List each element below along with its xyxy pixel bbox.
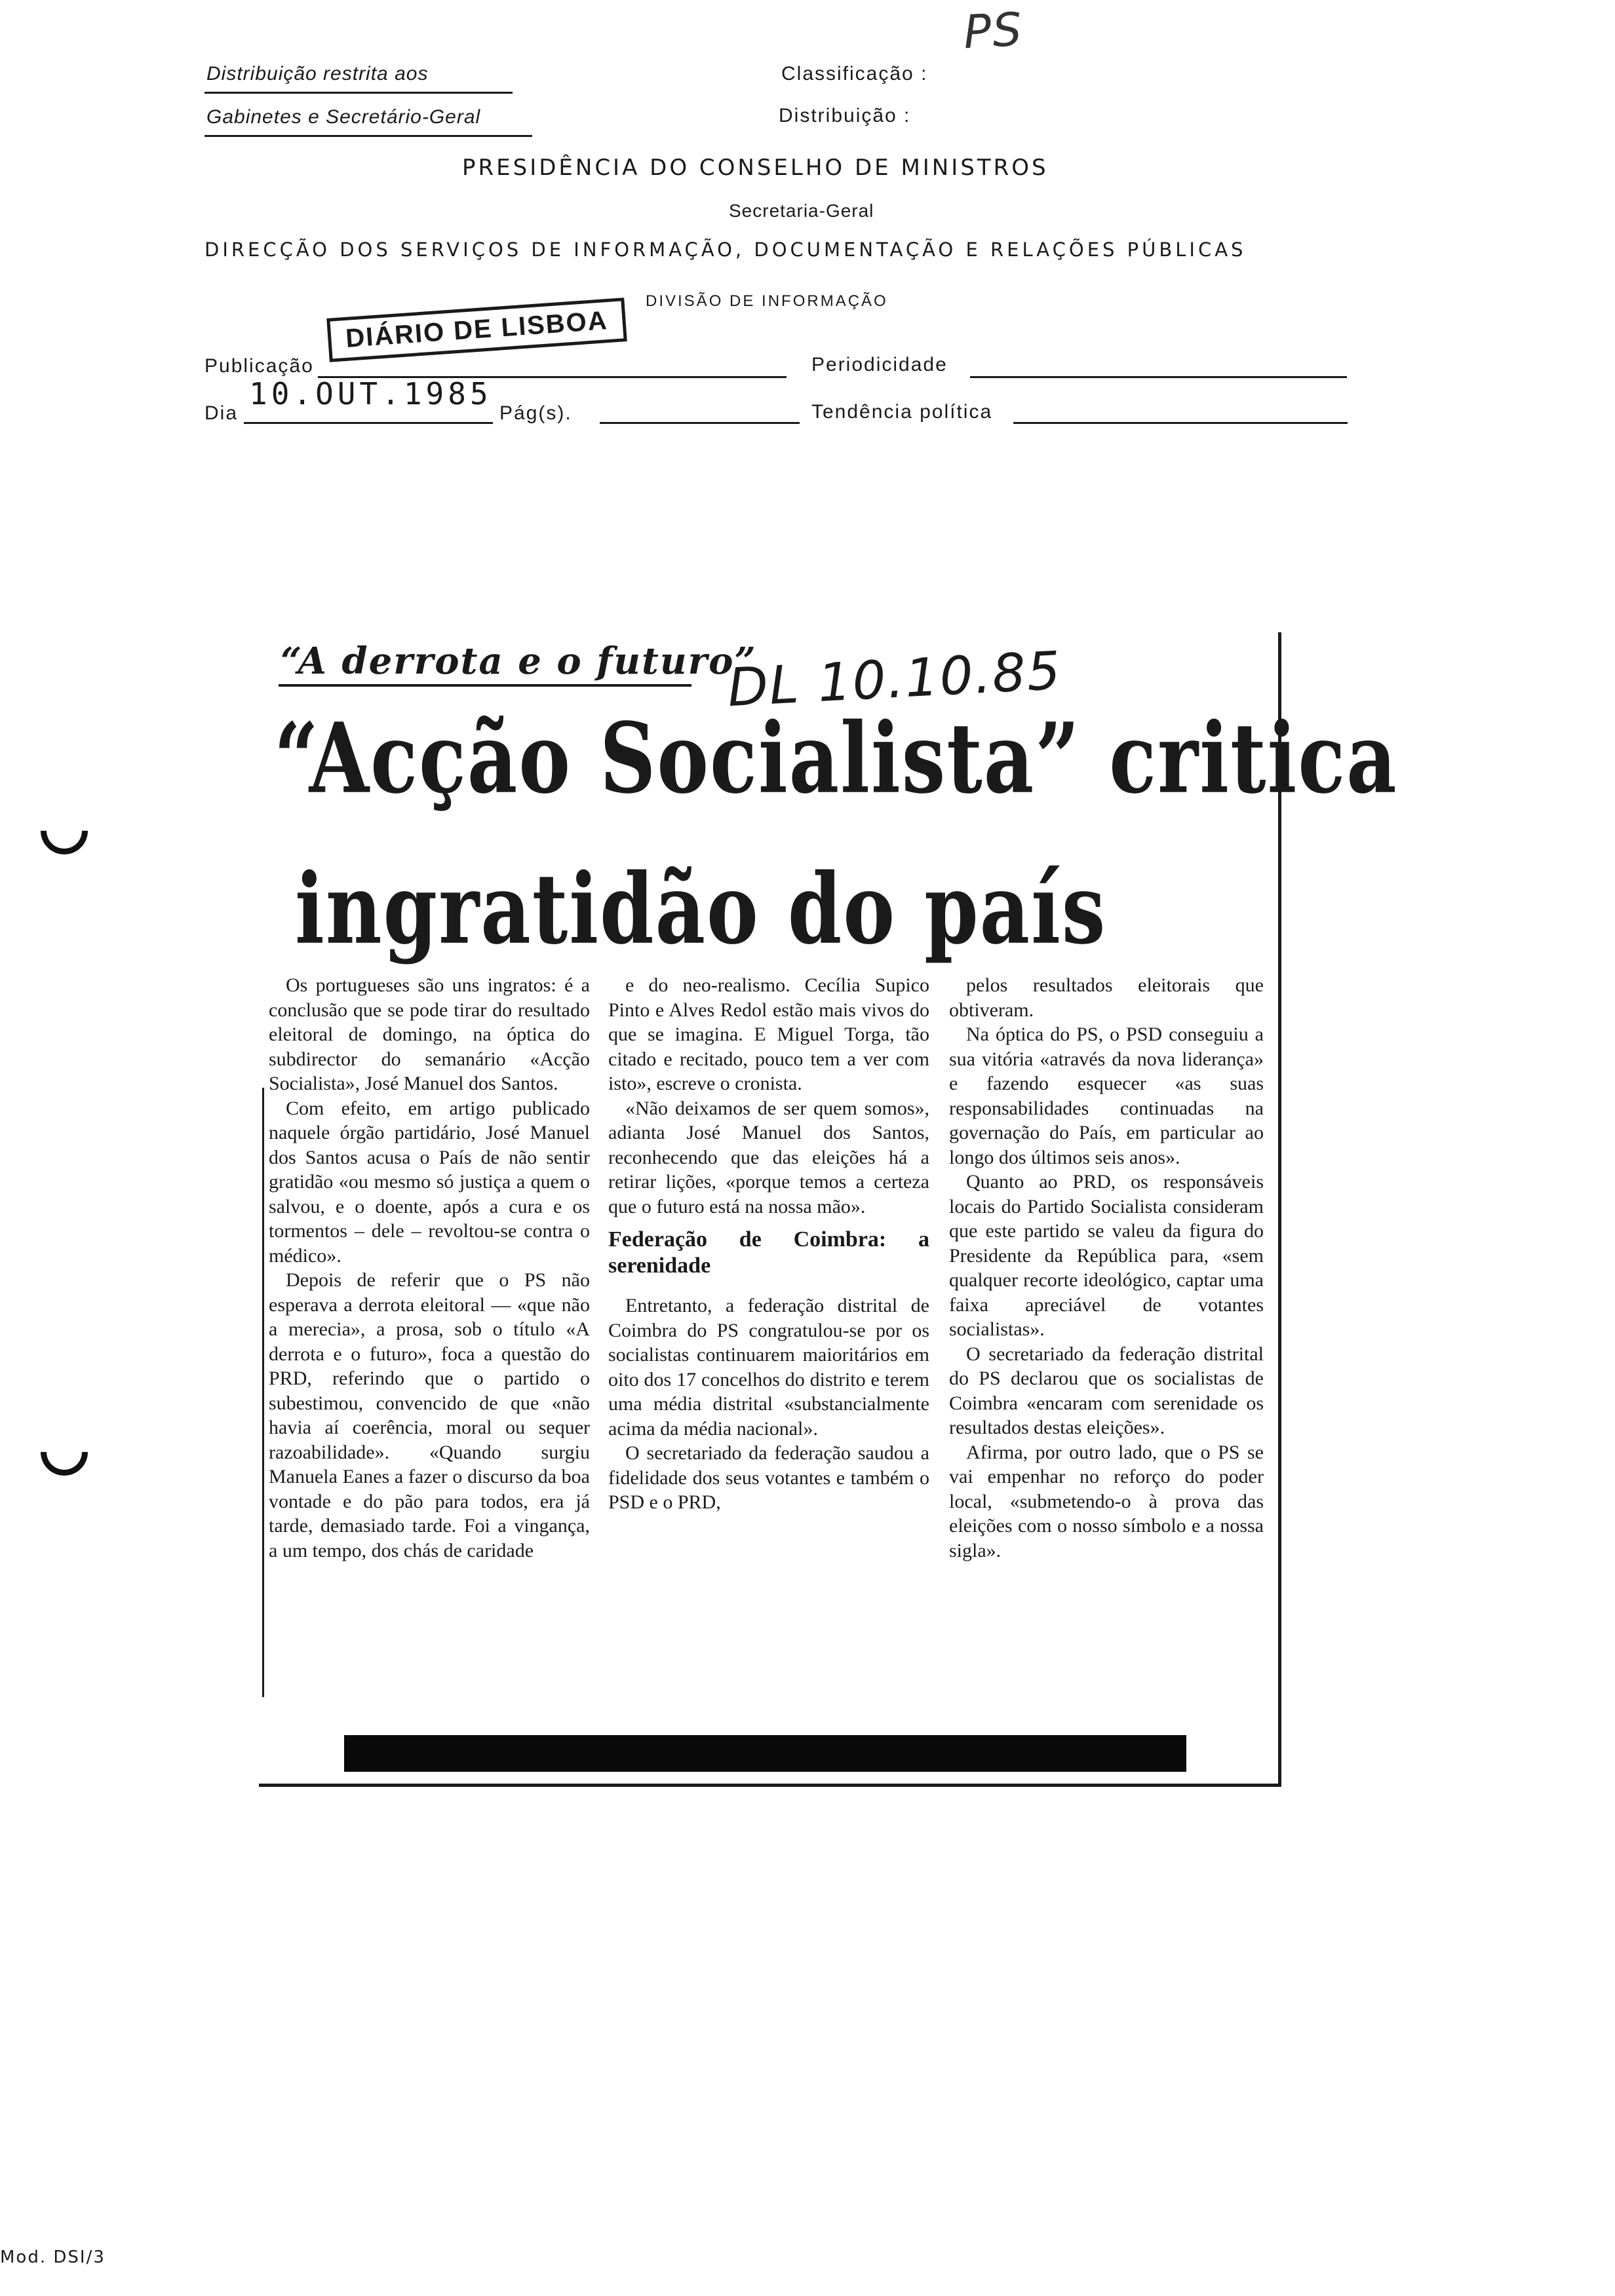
- col2-paragraph: O secretariado da federação saudou a fidelidade dos seus votantes e também o PSD e o PRD,: [608, 1442, 929, 1513]
- tendencia-line: [1013, 422, 1348, 424]
- handwritten-date-note: DL 10.10.85: [726, 640, 1063, 719]
- presidency-title: PRESIDÊNCIA DO CONSELHO DE MINISTROS: [462, 155, 1049, 181]
- col2-subhead: Federação de Coimbra: a serenidade: [608, 1227, 929, 1278]
- col1-paragraph: Os portugueses são uns ingratos: é a conclusão que se pode tirar do resultado eleitoral de domingo, na óptica do subdirector do semanário «Acção Socialista», José Manuel dos Santos.: [269, 974, 590, 1094]
- article-kicker: “A derrota e o futuro”: [281, 640, 757, 683]
- hole-punch-mark-bottom: [31, 1419, 98, 1485]
- article-column-2: [608, 973, 929, 1515]
- division-title: DIVISÃO DE INFORMAÇÃO: [646, 292, 888, 310]
- headline-line-1: “Acção Socialista” critica: [274, 701, 1398, 815]
- tendencia-label: Tendência política: [811, 401, 993, 423]
- classificacao-label: Classificação :: [781, 63, 928, 85]
- publicacao-label: Publicação: [204, 355, 314, 377]
- col3-paragraph: Na óptica do PS, o PSD conseguiu a sua vitória «através da nova liderança» e fazendo esquecer «as suas responsabilidades continuadas na governação do País, em particular ao longo dos últimos seis anos».: [949, 1024, 1264, 1168]
- article-column-3: [949, 973, 1264, 1563]
- col2-paragraph: e do neo-realismo. Cecília Supico Pinto e Alves Redol estão mais vivos do que se imagina. E Miguel Torga, tão citado e recitado, pouco tem a ver com isto», escreve o cronista.: [608, 974, 929, 1094]
- periodicidade-label: Periodicidade: [811, 354, 948, 375]
- date-stamp: 10.OUT.1985: [249, 376, 492, 411]
- dia-label: Dia: [204, 402, 239, 424]
- headline-line-2: ingratidão do país: [295, 852, 1107, 966]
- redaction-bar: [344, 1735, 1186, 1772]
- kicker-underline: [279, 684, 691, 687]
- restricted-underline-1: [204, 92, 513, 94]
- hole-punch-mark-top: [31, 797, 98, 864]
- direction-title: DIRECÇÃO DOS SERVIÇOS DE INFORMAÇÃO, DOCUMENTAÇÃO E RELAÇÕES PÚBLICAS: [204, 239, 1247, 261]
- col3-paragraph: Afirma, por outro lado, que o PS se vai empenhar no reforço do poder local, «submetendo-o à prova das eleições com o nosso símbolo e a nossa sigla».: [949, 1441, 1264, 1561]
- col2-paragraph: Entretanto, a federação distrital de Coimbra do PS congratulou-se por os socialistas continuarem maioritários em oito dos 17 concelhos do distrito e terem uma média distrital «substancialmente acima da média nacional».: [608, 1295, 929, 1440]
- restricted-distribution-line1: Distribuição restrita aos: [206, 63, 429, 85]
- col1-paragraph: Depois de referir que o PS não esperava a derrota eleitoral — «que não a merecia», a prosa, sob o título «A derrota e o futuro», foca a questão do PRD, referindo que o partido o subestimou, convencido de que «não havia aí coerência, moral ou sequer razoabilidade». «Quando surgiu Manuela Eanes a fazer o discurso da boa vontade e do pão para todos, era já tarde, demasiado tarde. Foi a vingança, a um tempo, dos chás de caridade: [269, 1269, 590, 1561]
- col1-paragraph: Com efeito, em artigo publicado naquele órgão partidário, José Manuel dos Santos acusa o País de não sentir gratidão «ou mesmo só justiça a quem o salvou, e o doente, após a cura e os tormentos – dele – revoltou-se contra o médico».: [269, 1097, 590, 1267]
- distribuicao-label: Distribuição :: [779, 105, 911, 126]
- secretaria-geral: Secretaria-Geral: [729, 201, 874, 221]
- restricted-distribution-line2: Gabinetes e Secretário-Geral: [206, 106, 481, 128]
- col2-paragraph: «Não deixamos de ser quem somos», adianta José Manuel dos Santos, reconhecendo que das eleições há a retirar lições, «porque temos a certeza que o futuro está na nossa mão».: [608, 1097, 929, 1217]
- pags-line: [600, 422, 800, 424]
- col3-paragraph: O secretariado da federação distrital do PS declarou que os socialistas de Coimbra «encaram com serenidade os resultados destas eleições».: [949, 1343, 1264, 1438]
- handwritten-corner-mark: PS: [962, 2, 1024, 60]
- col3-paragraph: Quanto ao PRD, os responsáveis locais do Partido Socialista consideram que este partido se valeu da figura do Presidente da República para, «sem qualquer recorte ideológico, captar uma faixa apreciável de votantes socialistas».: [949, 1171, 1264, 1340]
- form-code: Mod. DSI/3: [0, 2248, 106, 2267]
- periodicidade-line: [970, 376, 1347, 378]
- pags-label: Pág(s).: [499, 402, 572, 424]
- dia-line: [244, 422, 493, 424]
- article-column-1: [269, 973, 590, 1563]
- publication-stamp: DIÁRIO DE LISBOA: [326, 297, 627, 362]
- column-rule-left: [262, 1088, 264, 1697]
- restricted-underline-2: [204, 135, 532, 137]
- col3-paragraph: pelos resultados eleitorais que obtiveram.: [949, 974, 1264, 1021]
